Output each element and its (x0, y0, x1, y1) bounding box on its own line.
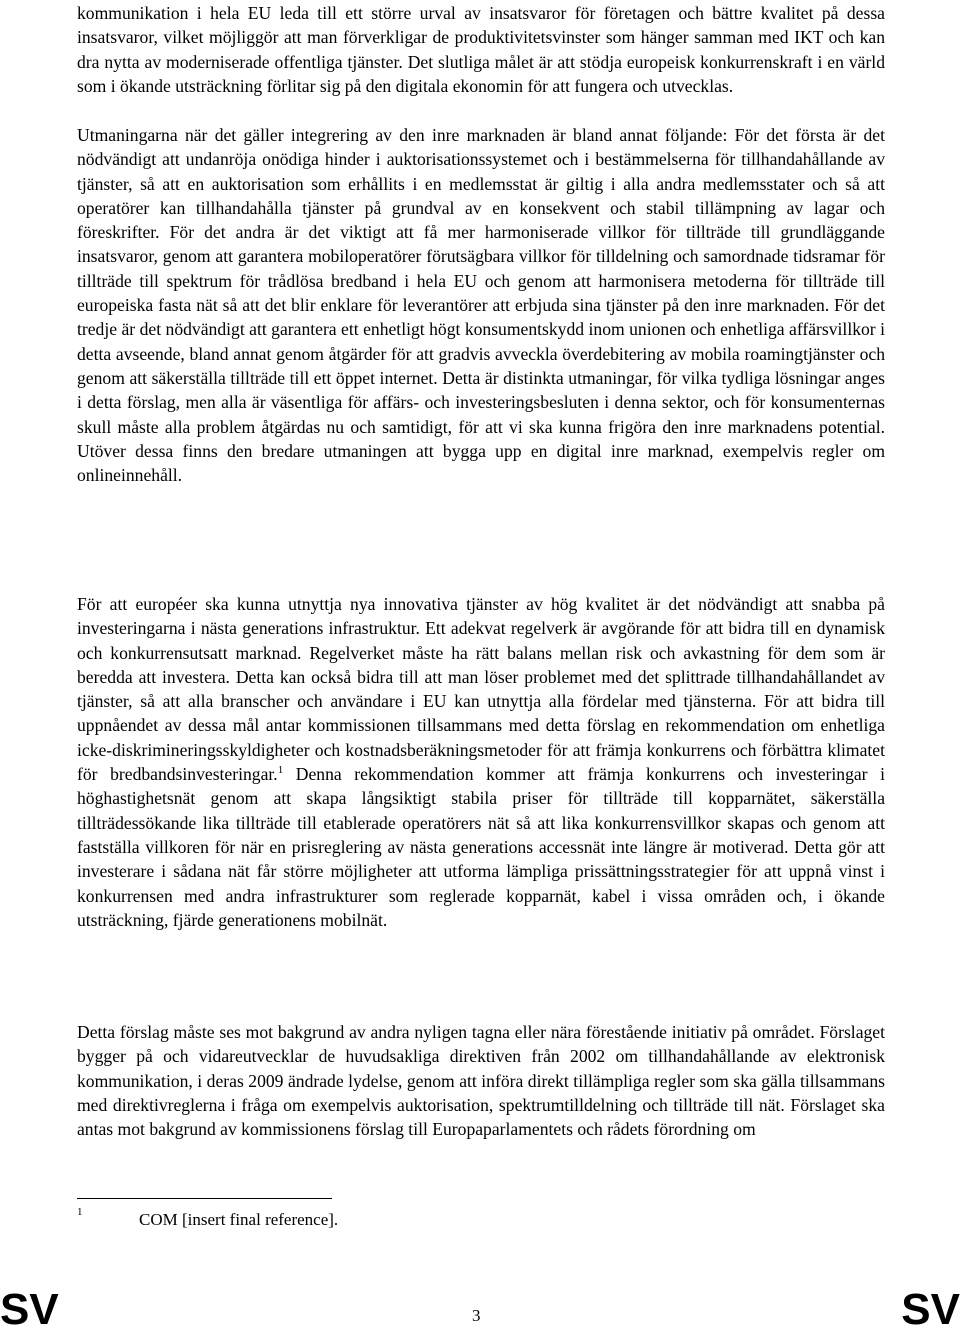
footnote-separator (77, 1198, 332, 1199)
paragraph-3 (77, 592, 885, 932)
paragraph-2: Utmaningarna när det gäller integrering av den inre marknaden är bland annat följande: För det första är det nödvändigt att undanröja onödiga hinder i auktorisationssystemet och i bestämmelserna för tillhandahållande av tjänster, så att en auktorisation som erhållits i en medlemsstat är giltig i alla andra medlemsstater och så att operatörer kan tillhandahålla tjänster på grundval av en konsekvent och stabil tillämpning av lagar och föreskrifter. För det andra är det viktigt att få mer harmoniserade villkor för tillträde till grundläggande insatsvaror, genom att garantera mobiloperatörer förutsägbara villkor för tilldelning och samordnade tidsramar för tillträde till spektrum för trådlösa bredband i hela EU och genom att harmonisera metoderna för tillträde till europeiska fasta nät så att det blir enklare för leverantörer att erbjuda sina tjänster på den inre marknaden. För det tredje är det nödvändigt att garantera ett enhetligt högt konsumentskydd inom unionen och enhetliga affärsvillkor i detta avseende, bland annat genom åtgärder för att gradvis avveckla överdebitering av mobila roamingtjänster och genom att säkerställa tillträde till ett öppet internet. Detta är distinkta utmaningar, för vilka tydliga lösningar anges i detta förslag, men alla är väsentliga för affärs- och investeringsbesluten i denna sektor, och för konsumenternas skull måste alla problem åtgärdas nu och samtidigt, för att vi ska kunna frigöra den inre marknadens potential. Utöver dessa finns den bredare utmaningen att bygga upp en digital inre marknad, exempelvis regler om onlineinnehåll. (77, 125, 885, 486)
paragraph-3-continuation: Denna rekommendation kommer att främja konkurrens och investeringar i höghastighetsnät genom att skapa långsiktigt stabila priser för tillträde till kopparnätet, säkerställa tillträdessökande lika tillträde till etablerade operatörers nät så att lika konkurrensvillkor skapas och genom att fastställa villkoren för när en prisreglering av nästa generations accessnät inte längre är motiverad. Detta gör att investerare i sådana nät får större möjligheter att utforma lämpliga prissättningsstrategier för att uppnå vinst i konkurrensen med andra infrastrukturer som reglerade kopparnät, kabel i vissa områden och, i ökande utsträckning, fjärde generationens mobilnät. (77, 764, 886, 930)
footnote-text: COM [insert final reference]. (139, 1210, 339, 1229)
paragraph-3-text: För att européer ska kunna utnyttja nya innovativa tjänster av hög kvalitet är det nödvändigt att snabba på investeringarna i nästa generations infrastruktur. Ett adekvat regelverk är avgörande för att bidra till en dynamisk och konkurrensutsatt marknad. Regelverket måste ha rätt balans mellan risk och avkastning för dem som är beredda att investera. Detta kan också bidra till att man löser problemet med det splittrade tillhandahållandet av tjänster, så att alla branscher och användare i EU kan utnyttja alla fördelar med tjänsterna. För att bidra till uppnåendet av dessa mål antar kommissionen tillsammans med detta förslag en rekommendation om enhetliga icke-diskrimineringsskyldigheter och kostnadsberäkningsmetoder för att främja konkurrens och förbättra klimatet för bredbandsinvesteringar. (77, 594, 885, 785)
footnote-reference: 1 (277, 764, 284, 777)
paragraph-1: kommunikation i hela EU leda till ett större urval av insatsvaror för företagen och bättre kvalitet på dessa insatsvaror, vilket möjliggör att man förverkligar de produktivitetsvinster som hänger samman med IKT och kan dra nytta av moderniserade offentliga tjänster. Det slutliga målet är att stödja europeisk konkurrenskraft i en värld som i ökande utsträckning förlitar sig på den digitala ekonomin för att fungera och utvecklas. (77, 3, 885, 96)
page-number: 3 (472, 1306, 481, 1325)
footnote-number: 1 (77, 1206, 83, 1218)
paragraph-4: Detta förslag måste ses mot bakgrund av andra nyligen tagna eller nära förestående initiativ på området. Förslaget bygger på och vidareutvecklar de huvudsakliga direktiven från 2002 om tillhandahållande av elektronisk kommunikation, i deras 2009 ändrade lydelse, genom att införa direkt tillämpliga regler som ska gälla tillsammans med direktivreglerna i fråga om exempelvis auktorisation, spektrumtilldelning och tillträde till nät. Förslaget ska antas mot bakgrund av kommissionens förslag till Europaparlamentets och rådets förordning om (77, 1022, 885, 1140)
language-code-right: SV (901, 1285, 960, 1334)
language-code-left: SV (0, 1285, 59, 1334)
